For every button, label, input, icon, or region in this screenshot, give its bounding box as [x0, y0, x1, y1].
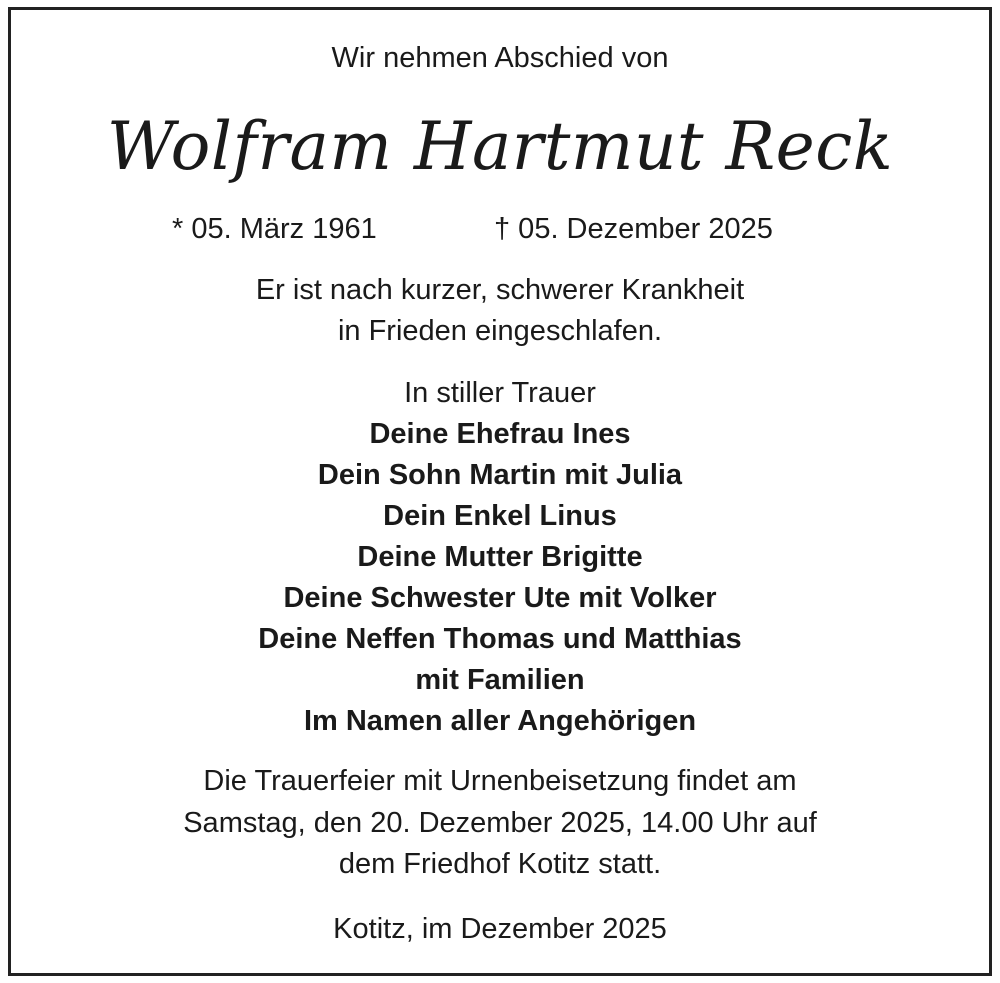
message-line-1: Er ist nach kurzer, schwerer Krankheit [255, 274, 745, 306]
birth-date: * 05. März 1961 [172, 213, 377, 245]
death-date: † 05. Dezember 2025 [494, 213, 773, 245]
mourner-3: Dein Enkel Linus [383, 500, 617, 532]
life-dates [0, 211, 1000, 251]
intro-text: Wir nehmen Abschied von [331, 42, 669, 74]
mourner-7: mit Familien [415, 664, 585, 696]
mourner-4: Deine Mutter Brigitte [357, 541, 643, 573]
ceremony-line-1: Die Trauerfeier mit Urnenbeisetzung findet am [203, 765, 797, 797]
mourner-8: Im Namen aller Angehörigen [303, 705, 697, 737]
ceremony-line-2: Samstag, den 20. Dezember 2025, 14.00 Uhr auf [183, 807, 817, 839]
ceremony-line-3: dem Friedhof Kotitz statt. [338, 848, 662, 880]
message-line-2: in Frieden eingeschlafen. [337, 315, 663, 347]
deceased-name: Wolfram Hartmut Reck [106, 108, 894, 185]
mourner-2: Dein Sohn Martin mit Julia [317, 459, 683, 491]
mourner-1: Deine Ehefrau Ines [369, 418, 631, 450]
mourner-6: Deine Neffen Thomas und Matthias [258, 623, 742, 655]
place-date: Kotitz, im Dezember 2025 [333, 913, 667, 945]
mourner-5: Deine Schwester Ute mit Volker [283, 582, 717, 614]
mourning-intro: In stiller Trauer [404, 377, 596, 409]
